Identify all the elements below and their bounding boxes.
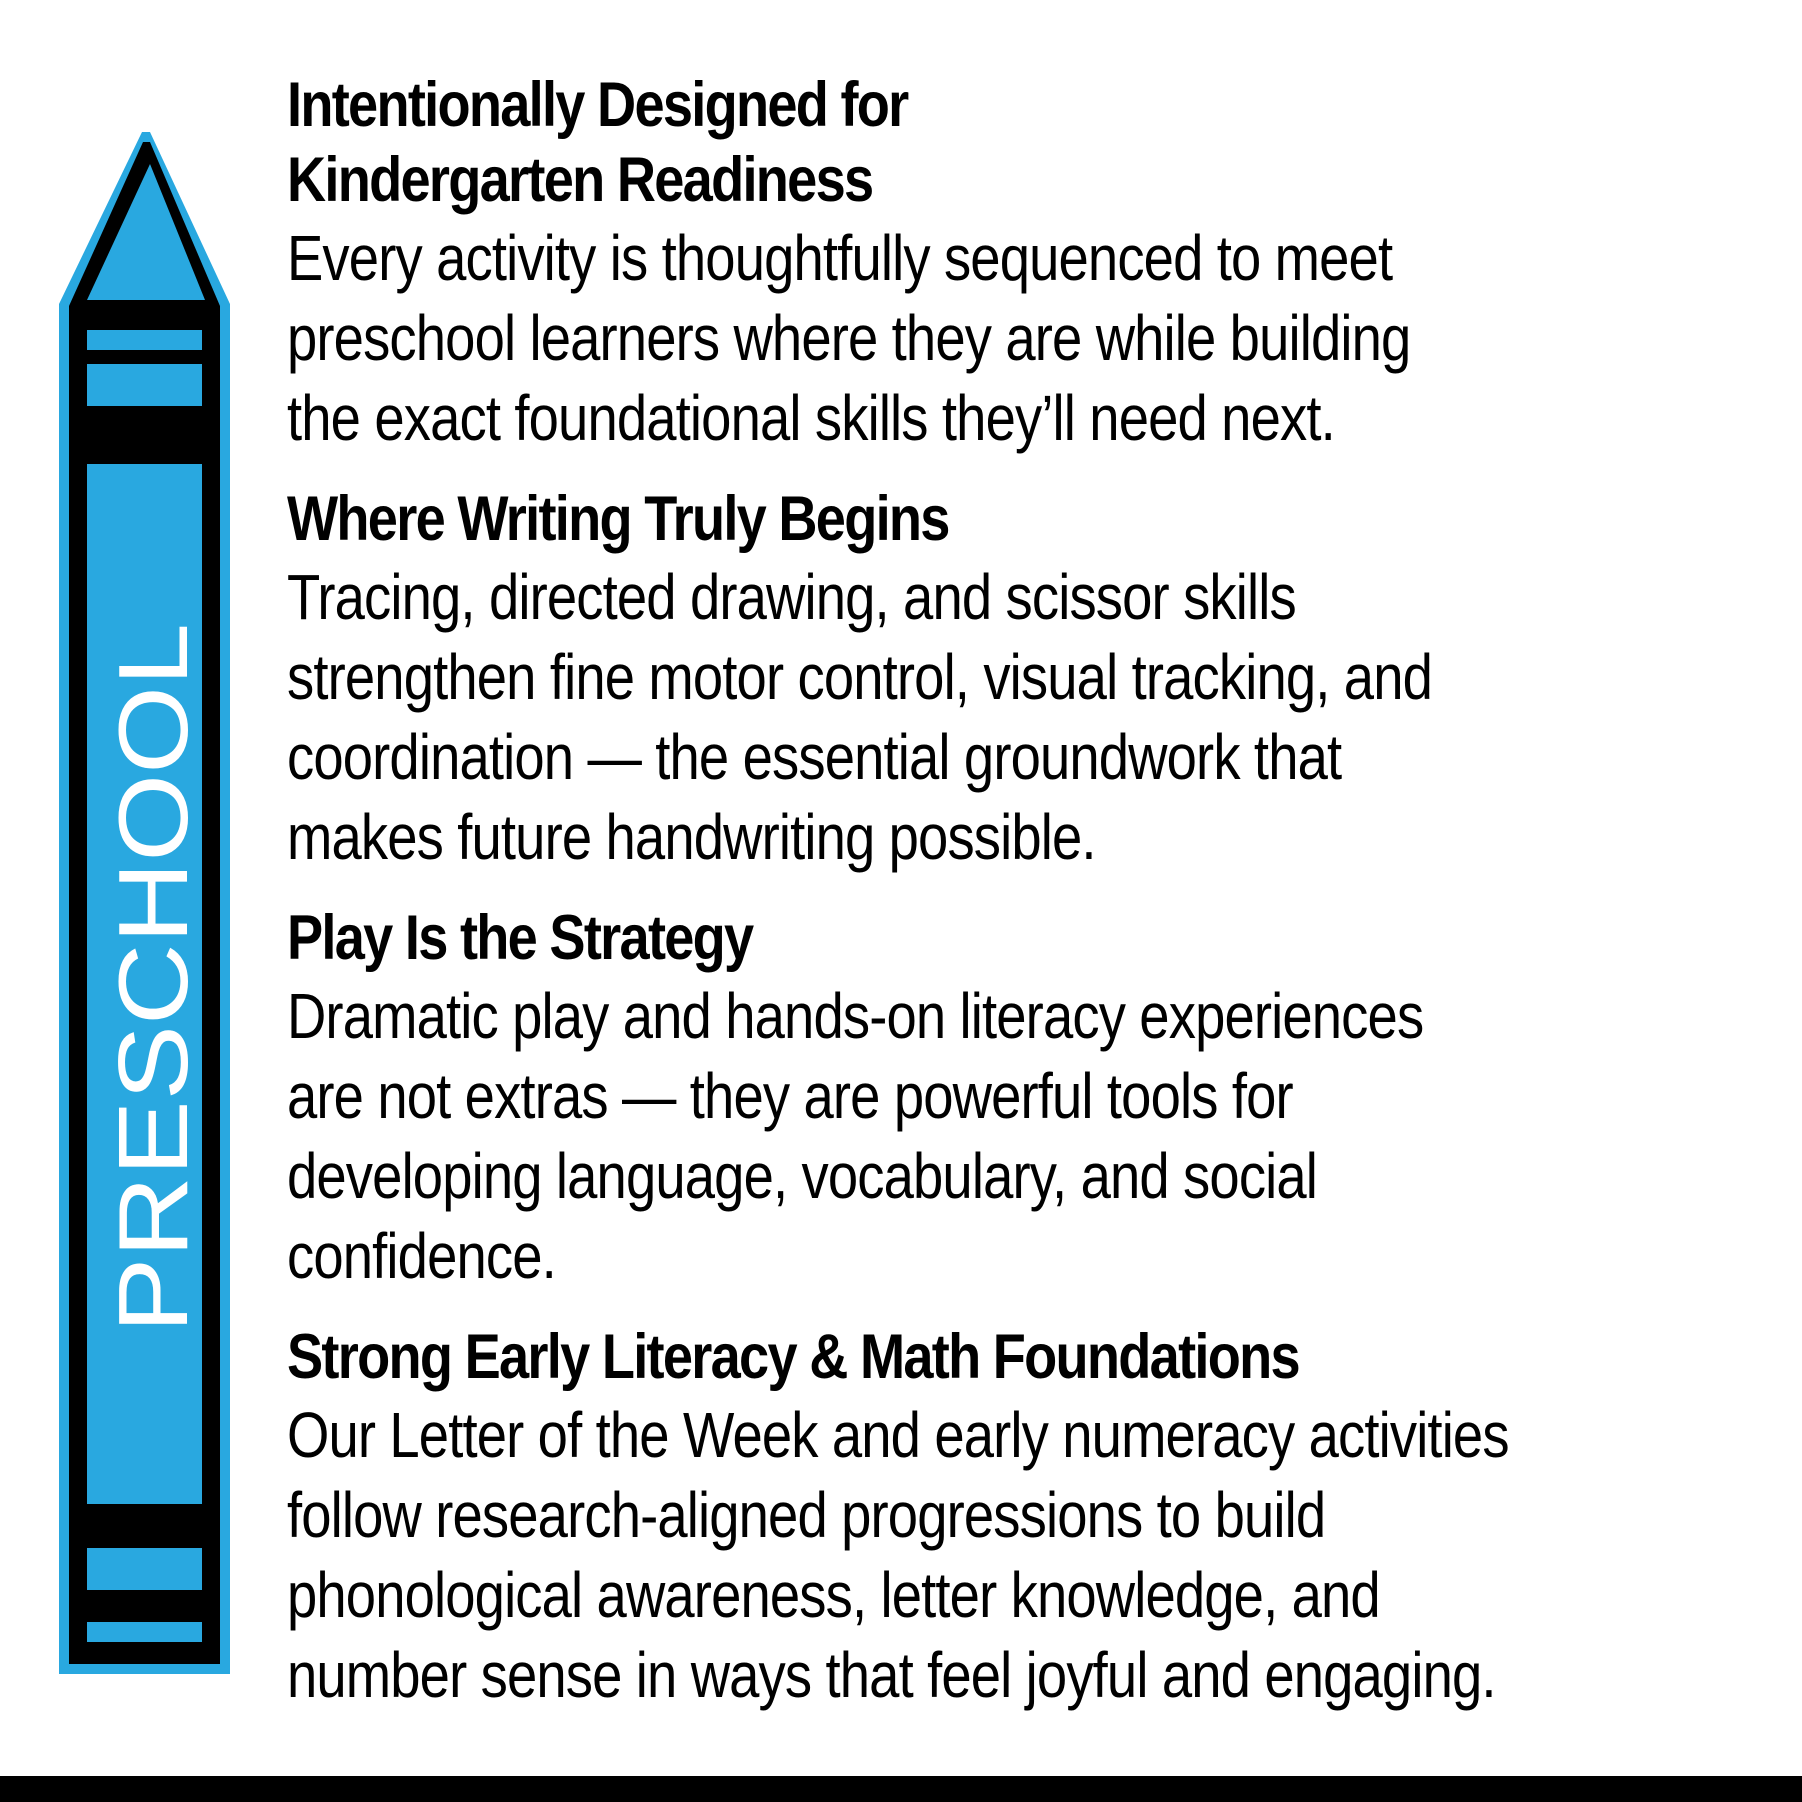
section-body: Every activity is thoughtfully sequenced to meet preschool learners where they are while building the exact foundational skills they’ll need next.	[287, 222, 1411, 454]
section-title: Strong Early Literacy & Math Foundations	[287, 1322, 1299, 1392]
section-title: Intentionally Designed for Kindergarten Readiness	[287, 70, 908, 215]
content-column	[287, 68, 1787, 1739]
section-play-strategy	[287, 901, 1787, 1296]
section-title: Play Is the Strategy	[287, 903, 753, 973]
section-title: Where Writing Truly Begins	[287, 484, 949, 554]
section-kindergarten-readiness	[287, 68, 1787, 458]
section-body: Dramatic play and hands-on literacy experiences are not extras — they are powerful tools for developing language, vocabulary, and social confidence.	[287, 980, 1424, 1292]
bottom-border-bar	[0, 1776, 1802, 1802]
section-writing-begins	[287, 482, 1787, 877]
section-literacy-math	[287, 1320, 1787, 1715]
crayon-label: PRESCHOOL	[98, 717, 208, 1333]
section-body: Our Letter of the Week and early numeracy activities follow research-aligned progressions to build phonological awareness, letter knowledge, and number sense in ways that feel joyful and engaging.	[287, 1399, 1509, 1711]
crayon-icon	[55, 128, 245, 1678]
crayon-illustration	[55, 128, 245, 1678]
section-body: Tracing, directed drawing, and scissor skills strengthen fine motor control, visual tracking, and coordination — the essential groundwork that makes future handwriting possible.	[287, 561, 1433, 873]
